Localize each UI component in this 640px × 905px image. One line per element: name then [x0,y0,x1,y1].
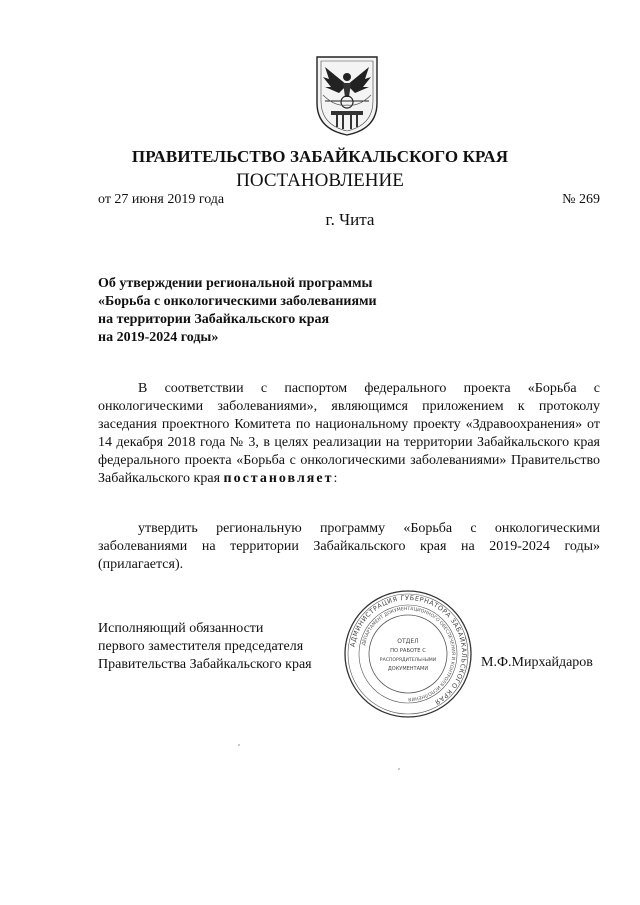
subject-line: на 2019-2024 годы» [98,330,219,345]
document-number: № 269 [562,192,600,207]
signer-line: Правительства Забайкальского края [98,657,312,672]
stamp-inner-text: ДЕПАРТАМЕНТ ДОКУМЕНТАЦИОННОГО ОБЕСПЕЧЕНИЯ И КОНТРОЛЯ ИСПОЛНЕНИЯ [361,606,456,702]
signer-line: первого заместителя председателя [98,639,304,654]
subject-line: Об утверждении региональной программы [98,276,373,291]
stamp-center-line: ОТДЕЛ [397,638,419,645]
document-type: ПОСТАНОВЛЕНИЕ [236,170,404,191]
resolves-word: постановляет [223,471,334,486]
stamp-center-line: ДОКУМЕНТАМИ [387,666,429,672]
subject-line: «Борьба с онкологическими заболеваниями [98,294,377,309]
document-subject [98,275,518,347]
body-paragraph-decision [98,520,600,574]
coat-of-arms-icon [313,55,381,137]
government-title: ПРАВИТЕЛЬСТВО ЗАБАЙКАЛЬСКОГО КРАЯ [131,147,509,166]
signer-position [98,620,312,674]
official-stamp-icon [343,589,473,719]
signer-name: М.Ф.Мирхайдаров [481,655,593,670]
scan-speck [238,744,240,746]
scan-speck [398,768,400,770]
document-city: г. Чита [325,210,375,229]
signer-line: Исполняющий обязанности [98,621,264,636]
stamp-outer-text: АДМИНИСТРАЦИЯ ГУБЕРНАТОРА ЗАБАЙКАЛЬСКОГО КРАЯ [348,593,469,707]
subject-line: на территории Забайкальского края [98,312,330,327]
document-date: от 27 июня 2019 года [98,192,225,207]
body-paragraph-preamble [98,380,600,488]
decision-text: утвердить региональную программу «Борьба с онкологическими заболеваниями на территории Забайкальского края на 2019-2024 годы» (прилагается). [98,521,600,572]
resolves-colon: : [333,471,338,486]
stamp-center-line: РАСПОРЯДИТЕЛЬНЫМИ [379,658,437,663]
preamble-text: В соответствии с паспортом федерального проекта «Борьба с онкологическими заболеваниями», являющимся приложением к протоколу заседания проектного Комитета по национальному проекту «Здравоохранения» от 14 декабря 2018 года № 3, в целях реализации на территории Забайкальского края федерального проекта «Борьба с онкологическими заболеваниями» Правительство Забайкальского края [98,381,600,486]
stamp-center-line: ПО РАБОТЕ С [390,648,426,654]
